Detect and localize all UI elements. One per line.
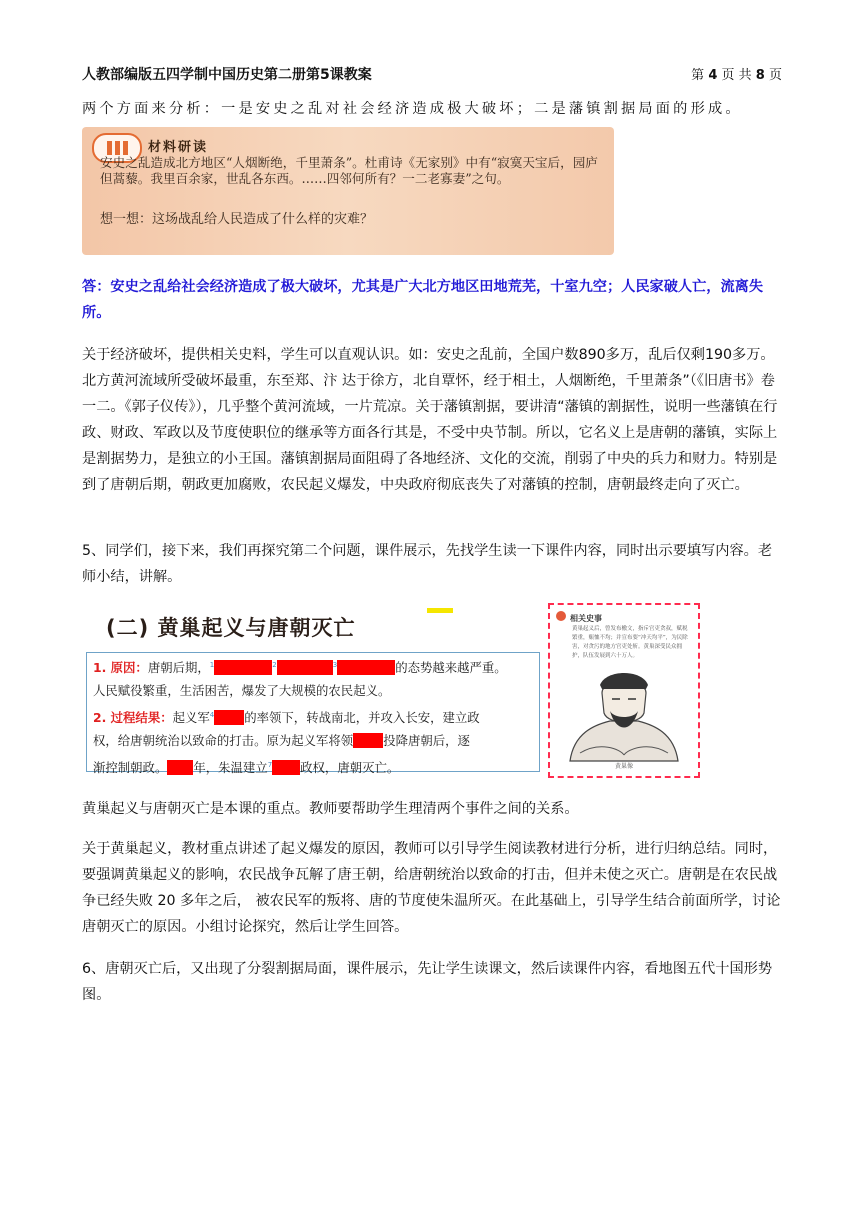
huang-chao-portrait	[550, 663, 698, 763]
portrait-caption: 黄巢像	[614, 763, 633, 770]
slide-body	[86, 652, 540, 775]
card-title: 相关史事	[570, 614, 602, 623]
redacted-blank	[353, 733, 383, 748]
economy-paragraph: 关于经济破坏，提供相关史料，学生可以直观认识。如：安史之乱前，全国户数890多万，乱后仅剩190多万。北方黄河流域所受破坏最重，东至郑、汴 达于徐方，北自覃怀，经于相土，人烟断绝，千里萧条”（《旧唐书》卷一二。《郭子仪传》），几乎整个黄河流域，一片荒凉。关于藩镇割据，要讲清“藩镇的割据性，说明一些藩镇在行政、财政、军政以及节度使职位的继承等方面各行其是，不受中央节制。所以，它名义上是唐朝的藩镇，实际上是割据势力，是独立的小王国。藩镇割据局面阻碍了各地经济、文化的交流，削弱了中央的兵力和财力。特别是到了唐朝后期，朝政更加腐败，农民起义爆发，中央政府彻底丧失了对藩镇的控制，唐朝最终走向了灭亡。	[82, 347, 778, 493]
slide-line-regime: 权，给唐朝统治以致命的打击。原为起义军将领 投降唐朝后，逐	[93, 733, 470, 748]
history-icon	[556, 611, 566, 621]
slide-line-burden: 人民赋役繁重，生活困苦，爆发了大规模的农民起义。	[93, 683, 391, 698]
key-point-paragraph: 黄巢起义与唐朝灭亡是本课的重点。教师要帮助学生理清两个事件之间的关系。	[82, 801, 579, 817]
card-text: 黄巢起义后，曾发布檄文，指斥官吏贪叔，赋税繁重，赈恤不均；并宣布要“冲天均平”，为民除害，对贪污的地方官吏处斩。黄巢深受民众拥护，队伍发展到六十万人。	[572, 626, 688, 659]
slide-line-cause: 1. 原因：唐朝后期，$^1$ $^2$ $^3$ 的态势越来越严重。	[93, 660, 507, 675]
slide-heading: (二) 黄巢起义与唐朝灭亡	[106, 616, 356, 640]
redacted-blank	[277, 660, 333, 675]
answer-paragraph: 答：安史之乱给社会经济造成了极大破坏，尤其是广大北方地区田地荒芜，十室九空；人民家破人亡，流离失所。	[82, 279, 764, 321]
material-text: 安史之乱造成北方地区“人烟断绝，千里萧条”。杜甫诗《无家别》中有“寂寞天宝后，园庐但蒿藜。我里百余家，世乱各东西。……四邻何所有？一二老寡妻”之句。	[100, 155, 598, 186]
intro-paragraph: 两个方面来分析：一是安史之乱对社会经济造成极大破坏；二是藩镇割据局面的形成。	[82, 101, 743, 117]
redacted-blank	[214, 710, 244, 725]
slide-line-end: 渐控制朝政。 年，朱温建立$^7$ 政权，唐朝灭亡。	[93, 760, 400, 775]
slide-line-process: 2. 过程结果：起义军$^4$ 的率领下，转战南北，并攻入长安，建立政	[93, 710, 480, 725]
redacted-blank	[337, 660, 395, 675]
redacted-blank	[214, 660, 272, 675]
material-reading-box	[82, 127, 614, 255]
related-history-card	[548, 603, 700, 778]
slide-highlight-mark	[427, 608, 453, 613]
redacted-blank	[167, 760, 193, 775]
material-title: 材料研读	[148, 140, 209, 155]
huangchao-paragraph: 关于黄巢起义，教材重点讲述了起义爆发的原因，教师可以引导学生阅读教材进行分析，进行归纳总结。同时，要强调黄巢起义的影响，农民战争瓦解了唐王朝，给唐朝统治以致命的打击，但并未使之灭亡。唐朝是在农民战争已经失败 20 多年之后， 被农民军的叛将、唐的节度使朱温所灭。在此基础上，引导学生结合前面所学，讨论唐朝灭亡的原因。小组讨论探究，然后让学生回答。	[82, 841, 781, 935]
courseware-slide	[82, 600, 542, 775]
step6-paragraph: 6、唐朝灭亡后，又出现了分裂割据局面，课件展示，先让学生读课文，然后读课件内容，看地图五代十国形势图。	[82, 961, 773, 1003]
step5-paragraph: 5、同学们，接下来，我们再探究第二个问题，课件展示，先找学生读一下课件内容，同时出示要填写内容。老师小结，讲解。	[82, 543, 773, 585]
material-question: 想一想：这场战乱给人民造成了什么样的灾难？	[100, 212, 374, 227]
redacted-blank	[272, 760, 300, 775]
page-header	[82, 64, 782, 86]
document-title: 人教部编版五四学制中国历史第二册第5课教案	[82, 67, 372, 83]
page-indicator: 第 4 页 共 8 页	[691, 68, 782, 83]
